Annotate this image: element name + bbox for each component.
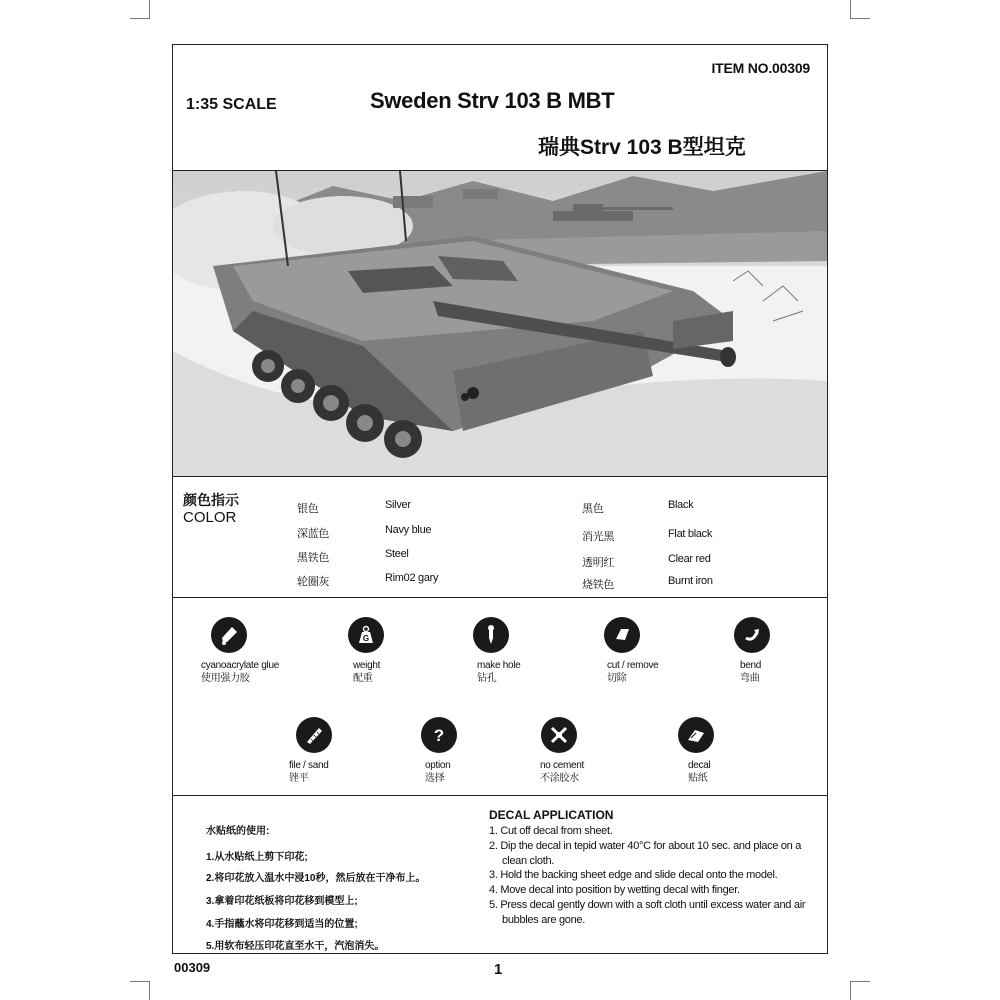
symbol-label-en: decal xyxy=(688,760,711,771)
color-name-cn: 深蓝色 xyxy=(297,528,330,540)
symbol-label-en: cyanoacrylate glue xyxy=(201,660,279,671)
color-name-en: Steel xyxy=(385,548,409,560)
symbol-label-cn: 弯曲 xyxy=(740,673,760,684)
color-heading xyxy=(183,491,239,527)
symbol-no-cement xyxy=(489,717,629,785)
decal-en-step: 3. Hold the backing sheet edge and slide decal onto the model. xyxy=(489,869,778,882)
weight-glyph: G xyxy=(362,634,370,643)
crop-mark xyxy=(149,0,150,19)
color-name-en: Navy blue xyxy=(385,524,432,536)
crop-mark xyxy=(850,0,851,19)
symbol-label-en: no cement xyxy=(540,760,584,771)
symbol-label-en: weight xyxy=(353,660,381,671)
color-name-cn: 黑铁色 xyxy=(297,552,330,564)
decal-en-step: 2. Dip the decal in tepid water 40°C for about 10 sec. and place on a clean cloth. xyxy=(489,839,802,867)
page-title: Sweden Strv 103 B MBT xyxy=(370,88,615,113)
symbol-label-en: option xyxy=(425,760,451,771)
decal-en-step: 4. Move decal into position by wetting decal with finger. xyxy=(489,884,740,897)
symbol-bend xyxy=(682,617,822,685)
color-name-en: Flat black xyxy=(668,528,713,540)
symbol-label-cn: 切除 xyxy=(607,673,627,684)
color-name-cn: 消光黑 xyxy=(582,531,615,543)
symbol-label-en: file / sand xyxy=(289,760,329,771)
symbol-label-cn: 不涂胶水 xyxy=(540,773,579,784)
drill-icon xyxy=(473,617,509,653)
symbol-label-cn: 选择 xyxy=(425,773,445,784)
symbol-file xyxy=(244,717,384,785)
color-heading-cn: 颜色指示 xyxy=(183,492,239,508)
divider xyxy=(172,795,828,796)
decal-cn-step: 3.拿着印花纸板将印花移到模型上; xyxy=(206,896,358,907)
symbol-label-cn: 钻孔 xyxy=(477,673,497,684)
option-icon xyxy=(421,717,457,753)
decal-cn-step: 5.用软布轻压印花直至水干，汽泡消失。 xyxy=(206,941,385,952)
symbol-label-cn: 锉平 xyxy=(289,773,309,784)
symbol-option xyxy=(369,717,509,785)
decal-instructions-en xyxy=(489,824,809,928)
color-name-en: Rim02 gary xyxy=(385,572,439,584)
decal-cn-title: 水贴纸的使用: xyxy=(206,826,270,837)
color-name-en: Silver xyxy=(385,499,411,511)
divider xyxy=(172,476,828,477)
color-name-en: Burnt iron xyxy=(668,575,713,587)
symbol-label-cn: 贴纸 xyxy=(688,773,708,784)
color-heading-en: COLOR xyxy=(183,509,237,526)
decal-icon xyxy=(678,717,714,753)
page-title-cn: 瑞典Strv 103 B型坦克 xyxy=(538,136,746,159)
color-name-cn: 烧铁色 xyxy=(582,579,615,591)
symbol-drill xyxy=(421,617,561,685)
page-number: 1 xyxy=(494,961,503,978)
decal-cn-step: 4.手指蘸水将印花移到适当的位置; xyxy=(206,919,358,930)
symbol-cut xyxy=(552,617,692,685)
symbol-decal xyxy=(626,717,766,785)
footer-item-code: 00309 xyxy=(174,960,211,975)
symbol-label-en: make hole xyxy=(477,660,521,671)
decal-en-title: DECAL APPLICATION xyxy=(489,808,614,822)
glue-icon xyxy=(211,617,247,653)
decal-en-step: 5. Press decal gently down with a soft cloth until excess water and air bubbles are gone. xyxy=(489,898,806,926)
color-name-cn: 轮圈灰 xyxy=(297,576,330,588)
item-number: ITEM NO.00309 xyxy=(711,60,810,76)
crop-mark xyxy=(130,981,150,982)
symbol-label-en: bend xyxy=(740,660,762,671)
crop-mark xyxy=(850,981,851,1000)
symbol-label-cn: 配重 xyxy=(353,673,373,684)
cut-icon xyxy=(604,617,640,653)
no-cement-icon xyxy=(541,717,577,753)
option-glyph: ? xyxy=(433,726,445,745)
divider xyxy=(172,597,828,598)
weight-icon xyxy=(348,617,384,653)
decal-cn-step: 2.将印花放入温水中浸10秒，然后放在干净布上。 xyxy=(206,873,426,884)
color-name-cn: 黑色 xyxy=(582,503,604,515)
symbol-glue xyxy=(159,617,299,685)
color-name-en: Clear red xyxy=(668,553,711,565)
symbol-label-cn: 使用强力胶 xyxy=(201,673,250,684)
decal-en-step: 1. Cut off decal from sheet. xyxy=(489,825,613,837)
color-name-en: Black xyxy=(668,499,694,511)
scale-label: 1:35 SCALE xyxy=(186,96,277,113)
bend-icon xyxy=(734,617,770,653)
color-name-cn: 透明红 xyxy=(582,557,615,569)
file-icon xyxy=(296,717,332,753)
color-name-cn: 银色 xyxy=(297,503,319,515)
tank-illustration xyxy=(173,171,827,476)
symbol-weight xyxy=(296,617,436,685)
crop-mark xyxy=(130,18,150,19)
crop-mark xyxy=(850,981,870,982)
crop-mark xyxy=(149,981,150,1000)
decal-cn-step: 1.从水贴纸上剪下印花; xyxy=(206,852,308,863)
symbol-label-en: cut / remove xyxy=(607,660,659,671)
crop-mark xyxy=(850,18,870,19)
